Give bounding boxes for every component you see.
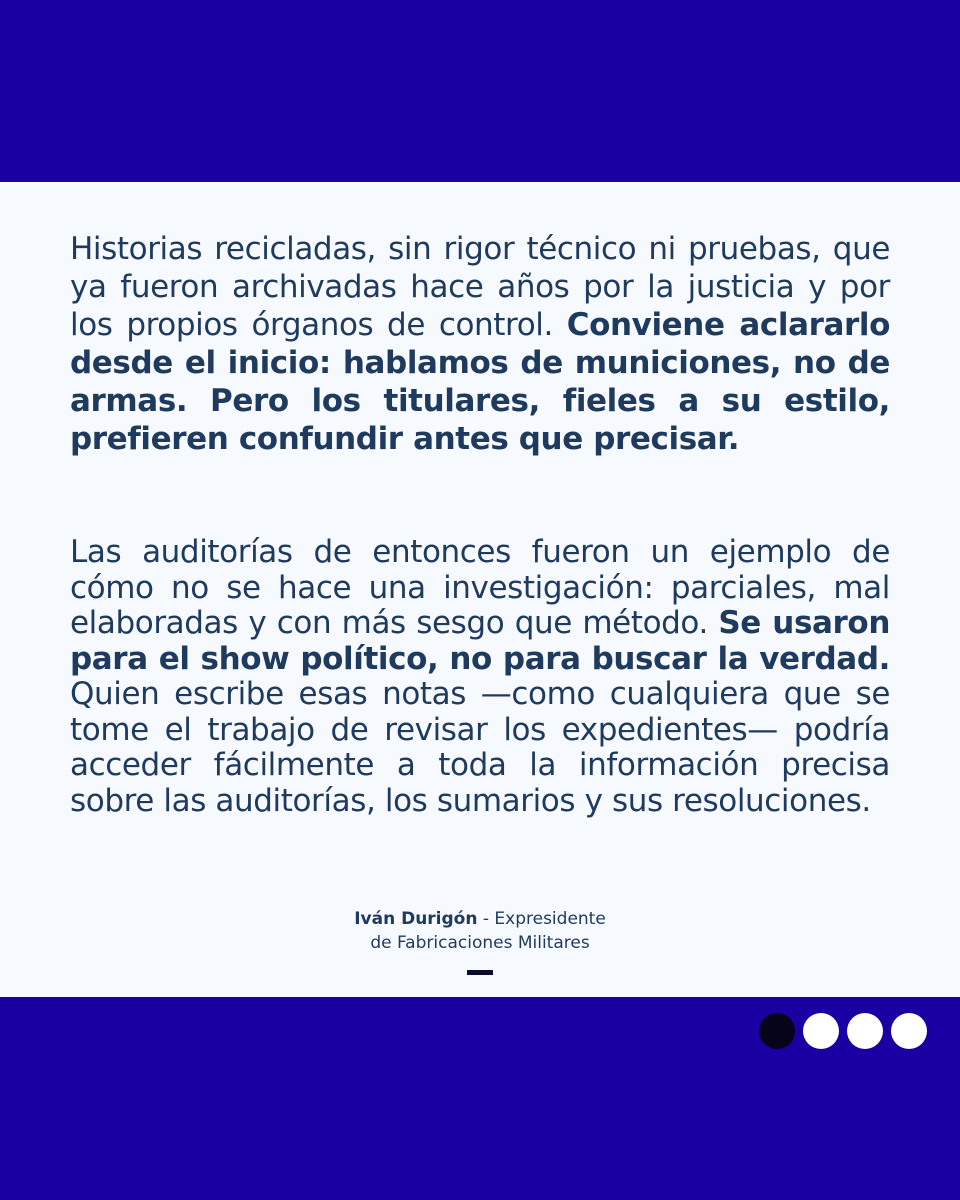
page-dot-3[interactable] <box>847 1013 883 1049</box>
author-name: Iván Durigón <box>354 909 478 929</box>
divider-dash <box>467 970 493 975</box>
paragraph-1-regular: Historias recicladas, sin rigor técnico ni pruebas, que ya fueron archivadas hace años por la justicia y por los propios órganos de control. <box>70 231 890 343</box>
paragraph-2-bold: Se usaron para el show político, no para buscar la verdad. <box>70 605 890 677</box>
paragraph-1-bold: Conviene aclararlo desde el inicio: hablamos de municiones, no de armas. Pero los titulares, fieles a su estilo, prefieren confundir antes que precisar. <box>70 307 891 457</box>
paragraph-2 <box>70 535 890 819</box>
page-dot-1[interactable] <box>759 1013 795 1049</box>
top-banner <box>0 0 960 182</box>
author-role-2: de Fabricaciones Militares <box>370 933 590 953</box>
page-dot-4[interactable] <box>891 1013 927 1049</box>
author-role-1: - Expresidente <box>477 909 606 929</box>
carousel-pagination <box>759 1013 927 1049</box>
page-dot-2[interactable] <box>803 1013 839 1049</box>
paragraph-2-regular: Las auditorías de entonces fueron un ejemplo de cómo no se hace una investigación: parciales, mal elaboradas y con más sesgo que método. <box>70 534 890 641</box>
quote-card <box>0 182 960 997</box>
author-credit <box>0 907 960 955</box>
paragraph-1 <box>70 230 890 458</box>
paragraph-2-regular-2: Quien escribe esas notas —como cualquiera que se tome el trabajo de revisar los expedientes— podría acceder fácilmente a toda la información precisa sobre las auditorías, los sumarios y sus resoluciones. <box>70 676 890 819</box>
